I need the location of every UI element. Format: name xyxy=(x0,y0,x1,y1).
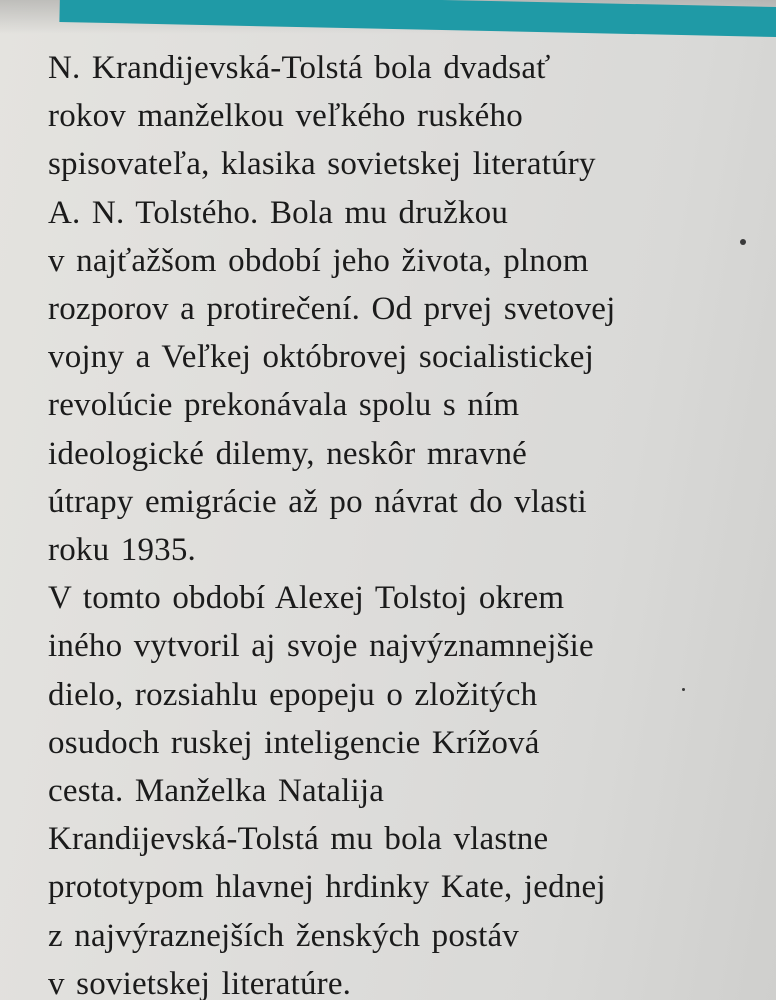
text-line: A. N. Tolstého. Bola mu družkou xyxy=(48,194,509,231)
text-line: roku 1935. xyxy=(48,532,196,569)
body-text xyxy=(48,44,748,1000)
text-line: ideologické dilemy, neskôr mravné xyxy=(48,435,527,472)
text-line: v najťažšom období jeho života, plnom xyxy=(48,242,589,279)
text-line: spisovateľa, klasika sovietskej literatúry xyxy=(48,146,596,183)
paragraph-1 xyxy=(48,44,748,574)
text-line: Krandijevská-Tolstá mu bola vlastne xyxy=(48,821,549,858)
text-line: N. Krandijevská-Tolstá bola dvadsať xyxy=(48,50,551,86)
text-line: revolúcie prekonávala spolu s ním xyxy=(48,387,520,424)
text-line: cesta. Manželka Natalija xyxy=(48,773,385,810)
text-line: rokov manželkou veľkého ruského xyxy=(48,98,523,135)
paper-speck xyxy=(740,239,746,245)
text-line: V tomto období Alexej Tolstoj okrem xyxy=(48,580,565,617)
text-line: iného vytvoril aj svoje najvýznamnejšie xyxy=(48,628,594,665)
text-line: vojny a Veľkej októbrovej socialistickej xyxy=(48,339,595,376)
text-line: prototypom hlavnej hrdinky Kate, jednej xyxy=(48,869,606,906)
text-line: osudoch ruskej inteligencie Krížová xyxy=(48,724,540,761)
paragraph-2 xyxy=(48,574,748,1000)
text-line: dielo, rozsiahlu epopeju o zložitých xyxy=(48,676,538,713)
text-line: útrapy emigrácie až po návrat do vlasti xyxy=(48,483,587,520)
paper-speck xyxy=(682,688,685,691)
text-line: rozporov a protirečení. Od prvej svetovej xyxy=(48,291,616,328)
text-line: z najvýraznejších ženských postáv xyxy=(48,917,520,954)
text-line: v sovietskej literatúre. xyxy=(48,965,352,1000)
